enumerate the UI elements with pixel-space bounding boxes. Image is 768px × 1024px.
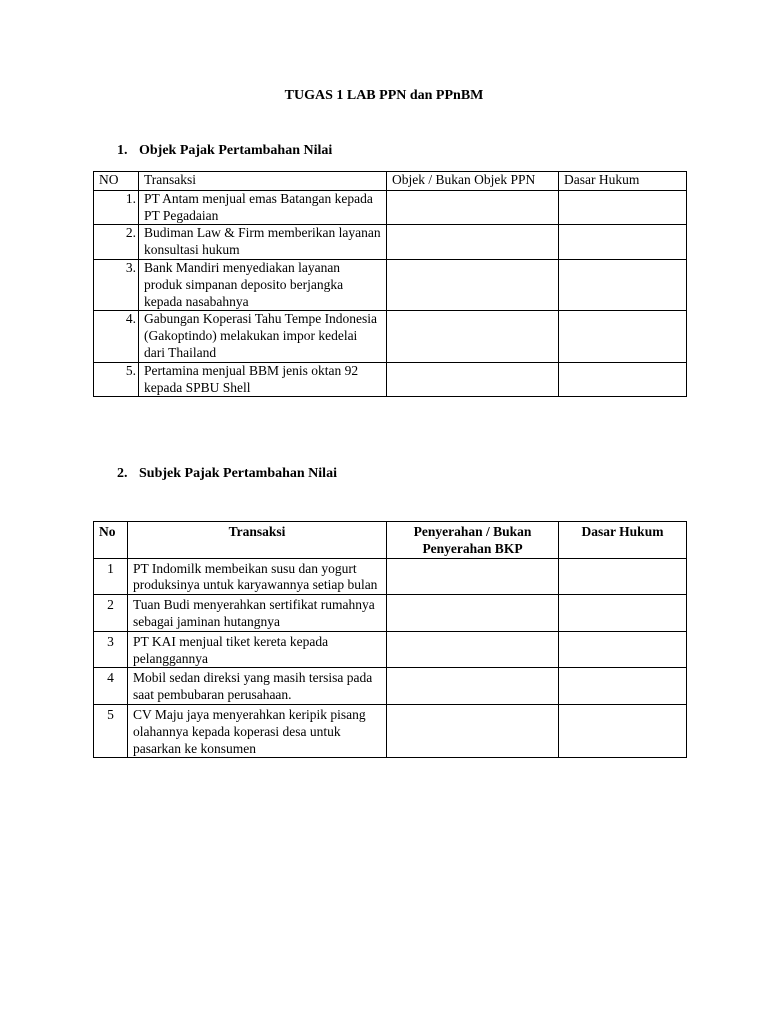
row-number: 3 bbox=[94, 631, 128, 668]
row-transaksi: Tuan Budi menyerahkan sertifikat rumahnya sebagai jaminan hutangnya bbox=[128, 595, 387, 632]
row-number: 1 bbox=[94, 558, 128, 595]
section-1-number: 1. bbox=[117, 143, 128, 158]
section-2-heading bbox=[117, 466, 337, 483]
table-header-row bbox=[94, 522, 687, 559]
header-dasar-hukum: Dasar Hukum bbox=[559, 522, 687, 559]
row-number: 4 bbox=[94, 668, 128, 705]
section-1-heading bbox=[117, 143, 332, 160]
header-dasar-hukum: Dasar Hukum bbox=[559, 172, 687, 191]
row-objek-cell[interactable] bbox=[387, 225, 559, 260]
section-1-title: Objek Pajak Pertambahan Nilai bbox=[139, 143, 333, 158]
header-objek: Objek / Bukan Objek PPN bbox=[387, 172, 559, 191]
row-transaksi: Gabungan Koperasi Tahu Tempe Indonesia (Gakoptindo) melakukan impor kedelai dari Thailand bbox=[139, 311, 387, 362]
table-row bbox=[94, 668, 687, 705]
row-dasar-hukum-cell[interactable] bbox=[559, 225, 687, 260]
header-penyerahan: Penyerahan / Bukan Penyerahan BKP bbox=[387, 522, 559, 559]
row-transaksi: Budiman Law & Firm memberikan layanan konsultasi hukum bbox=[139, 225, 387, 260]
subjek-ppn-table bbox=[93, 521, 687, 758]
row-dasar-hukum-cell[interactable] bbox=[559, 311, 687, 362]
row-transaksi: PT Indomilk membeikan susu dan yogurt produksinya untuk karyawannya setiap bulan bbox=[128, 558, 387, 595]
row-transaksi: PT Antam menjual emas Batangan kepada PT Pegadaian bbox=[139, 190, 387, 225]
row-objek-cell[interactable] bbox=[387, 311, 559, 362]
table-row bbox=[94, 362, 687, 397]
header-transaksi: Transaksi bbox=[128, 522, 387, 559]
row-penyerahan-cell[interactable] bbox=[387, 631, 559, 668]
table-row bbox=[94, 225, 687, 260]
row-transaksi: Bank Mandiri menyediakan layanan produk simpanan deposito berjangka kepada nasabahnya bbox=[139, 259, 387, 310]
table-row bbox=[94, 259, 687, 310]
row-number: 5. bbox=[94, 362, 139, 397]
row-transaksi: Mobil sedan direksi yang masih tersisa pada saat pembubaran perusahaan. bbox=[128, 668, 387, 705]
document-title: TUGAS 1 LAB PPN dan PPnBM bbox=[284, 88, 484, 103]
header-no: NO bbox=[94, 172, 139, 191]
table-row bbox=[94, 558, 687, 595]
row-dasar-hukum-cell[interactable] bbox=[559, 668, 687, 705]
table-row bbox=[94, 595, 687, 632]
section-2-number: 2. bbox=[117, 466, 128, 481]
row-transaksi: CV Maju jaya menyerahkan keripik pisang olahannya kepada koperasi desa untuk pasarkan ke konsumen bbox=[128, 704, 387, 757]
row-objek-cell[interactable] bbox=[387, 362, 559, 397]
objek-ppn-table bbox=[93, 171, 687, 397]
table-row bbox=[94, 190, 687, 225]
row-penyerahan-cell[interactable] bbox=[387, 595, 559, 632]
section-2-title: Subjek Pajak Pertambahan Nilai bbox=[139, 466, 337, 481]
table-header-row bbox=[94, 172, 687, 191]
row-dasar-hukum-cell[interactable] bbox=[559, 259, 687, 310]
row-number: 1. bbox=[94, 190, 139, 225]
row-dasar-hukum-cell[interactable] bbox=[559, 595, 687, 632]
row-penyerahan-cell[interactable] bbox=[387, 704, 559, 757]
row-transaksi: PT KAI menjual tiket kereta kepada pelanggannya bbox=[128, 631, 387, 668]
row-objek-cell[interactable] bbox=[387, 259, 559, 310]
row-dasar-hukum-cell[interactable] bbox=[559, 704, 687, 757]
row-number: 4. bbox=[94, 311, 139, 362]
row-penyerahan-cell[interactable] bbox=[387, 558, 559, 595]
row-number: 2. bbox=[94, 225, 139, 260]
row-number: 5 bbox=[94, 704, 128, 757]
row-penyerahan-cell[interactable] bbox=[387, 668, 559, 705]
row-number: 2 bbox=[94, 595, 128, 632]
row-dasar-hukum-cell[interactable] bbox=[559, 190, 687, 225]
row-dasar-hukum-cell[interactable] bbox=[559, 558, 687, 595]
table-row bbox=[94, 631, 687, 668]
row-objek-cell[interactable] bbox=[387, 190, 559, 225]
row-transaksi: Pertamina menjual BBM jenis oktan 92 kepada SPBU Shell bbox=[139, 362, 387, 397]
row-dasar-hukum-cell[interactable] bbox=[559, 362, 687, 397]
table-row bbox=[94, 311, 687, 362]
table-row bbox=[94, 704, 687, 757]
header-no: No bbox=[94, 522, 128, 559]
header-transaksi: Transaksi bbox=[139, 172, 387, 191]
row-dasar-hukum-cell[interactable] bbox=[559, 631, 687, 668]
row-number: 3. bbox=[94, 259, 139, 310]
